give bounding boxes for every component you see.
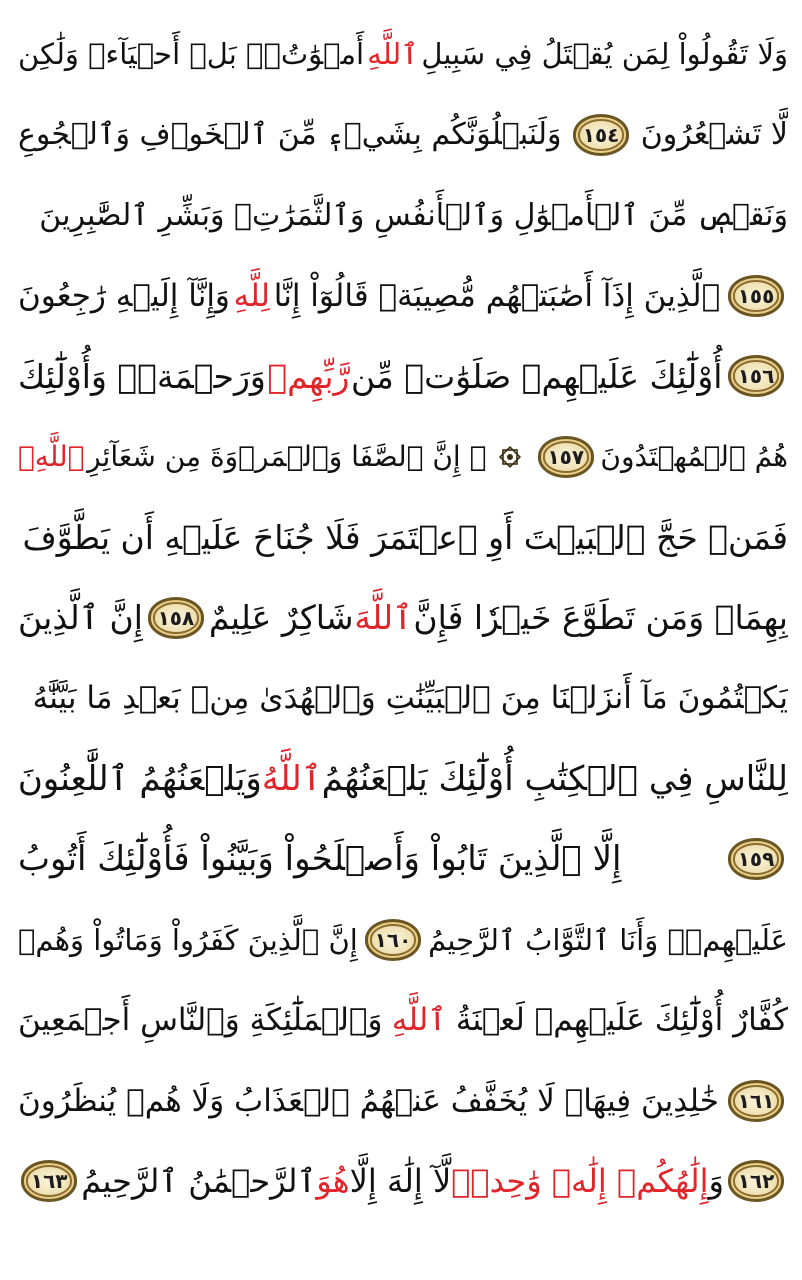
verse-text: يَكۡتُمُونَ مَآ أَنزَلۡنَا مِنَ ٱلۡبَيِّنَٰتِ وَٱلۡهُدَىٰ مِنۢ بَعۡدِ مَا بَيَّنَّٰهُ xyxy=(32,680,788,717)
verse-text: وَإِنَّآ إِلَيۡهِ رَٰجِعُونَ xyxy=(18,277,230,314)
verse-line xyxy=(18,175,788,256)
verse-text: إِلَّا ٱلَّذِينَ تَابُواْ وَأَصۡلَحُواْ وَبَيَّنُواْ فَأُوْلَٰٓئِكَ أَتُوبُ xyxy=(18,839,622,880)
ayah-number-marker: ١٥٩ xyxy=(728,838,784,880)
divine-name-text: ٱللَّهِۖ xyxy=(18,440,85,474)
divine-name-text: لِلَّهِ xyxy=(233,277,270,314)
verse-line xyxy=(18,336,788,417)
ayah-number-marker: ١٥٤ xyxy=(573,114,629,156)
verse-text: شَاكِرٌ عَلِيمٌ xyxy=(208,598,354,638)
verse-line xyxy=(18,819,788,900)
divine-name-text: ٱللَّهُ xyxy=(261,759,322,800)
ayah-number-marker: ١٥٧ xyxy=(538,436,594,478)
verse-text: وَنَقۡصٖ مِّنَ ٱلۡأَمۡوَٰلِ وَٱلۡأَنفُسِ وَٱلثَّمَرَٰتِۗ وَبَشِّرِ ٱلصَّٰبِرِينَ xyxy=(39,197,788,233)
verse-text: وَلَا تَقُولُواْ لِمَن يُقۡتَلُ فِي سَبِيلِ xyxy=(421,37,788,72)
ayah-number-marker: ١٦١ xyxy=(728,1080,784,1122)
verse-text: لَّا تَشۡعُرُونَ xyxy=(640,117,788,153)
ayah-number-marker: ١٦٠ xyxy=(365,919,421,961)
ayah-number-marker: ١٥٨ xyxy=(148,597,204,639)
ayah-number-marker: ١٥٦ xyxy=(728,355,784,397)
verse-line xyxy=(18,1061,788,1142)
verse-text: وَ xyxy=(708,1162,724,1201)
divine-name-text: هُوَ xyxy=(316,1162,350,1201)
verse-text: وَيَلۡعَنُهُمُ ٱللَّٰعِنُونَ xyxy=(18,759,262,800)
verse-text: إِنَّ ٱلَّذِينَ xyxy=(18,598,143,638)
verse-line xyxy=(18,417,788,498)
verse-text: لَّآ إِلَٰهَ إِلَّا xyxy=(349,1162,452,1201)
verse-text: عَلَيۡهِمۡۚ وَأَنَا ٱلتَّوَّابُ ٱلرَّحِيمُ xyxy=(428,922,788,957)
verse-text: ٱلَّذِينَ إِذَآ أَصَٰبَتۡهُم مُّصِيبَةٞ قَالُوٓاْ إِنَّا xyxy=(273,277,721,314)
verse-text: خَٰلِدِينَ فِيهَاۖ لَا يُخَفَّفُ عَنۡهُمُ ٱلۡعَذَابُ وَلَا هُمۡ يُنظَرُونَ xyxy=(18,1082,719,1119)
verse-line xyxy=(18,739,788,820)
verse-line xyxy=(18,256,788,337)
verse-text: ٱلرَّحۡمَٰنُ ٱلرَّحِيمُ xyxy=(81,1162,317,1201)
verse-text: فَمَنۡ حَجَّ ٱلۡبَيۡتَ أَوِ ٱعۡتَمَرَ فَلَا جُنَاحَ عَلَيۡهِ أَن يَطَّوَّفَ xyxy=(22,517,788,557)
verse-line xyxy=(18,95,788,176)
divine-name-text: ٱللَّهِ xyxy=(367,37,419,72)
verse-line xyxy=(18,1141,788,1222)
divine-name-text: ٱللَّهَ xyxy=(354,598,413,638)
verse-text: إِنَّ ٱلَّذِينَ كَفَرُواْ وَمَاتُواْ وَهُمۡ xyxy=(18,922,358,957)
verse-text: ۞ إِنَّ ٱلصَّفَا وَٱلۡمَرۡوَةَ مِن شَعَآئِرِ xyxy=(87,440,487,474)
verse-text: هُمُ ٱلۡمُهۡتَدُونَ xyxy=(600,440,788,474)
verse-text: وَرَحۡمَةٞۖ وَأُوْلَٰٓئِكَ xyxy=(18,356,266,396)
verse-line xyxy=(18,578,788,659)
verse-text: وَلَنَبۡلُوَنَّكُم بِشَيۡءٖ مِّنَ ٱلۡخَوۡفِ وَٱلۡجُوعِ xyxy=(18,117,562,153)
verse-text: بِهِمَاۚ وَمَن تَطَوَّعَ خَيۡرٗا فَإِنَّ xyxy=(413,598,788,638)
verse-line xyxy=(18,658,788,739)
divine-name-text: رَّبِّهِمۡ xyxy=(267,356,350,396)
verse-text: أَمۡوَٰتُۢۚ بَلۡ أَحۡيَآءٞ وَلَٰكِن xyxy=(18,37,365,72)
verse-line xyxy=(18,497,788,578)
verse-line xyxy=(18,14,788,95)
divine-name-text: ٱللَّهِ xyxy=(391,1002,447,1039)
verse-text: لِلنَّاسِ فِي ٱلۡكِتَٰبِ أُوْلَٰٓئِكَ يَلۡعَنُهُمُ xyxy=(321,758,788,799)
verse-line xyxy=(18,980,788,1061)
verse-lines xyxy=(18,14,788,1222)
verse-text: وَٱلۡمَلَٰٓئِكَةِ وَٱلنَّاسِ أَجۡمَعِينَ xyxy=(18,1002,383,1039)
verse-text: أُوْلَٰٓئِكَ عَلَيۡهِمۡ صَلَوَٰتٞ مِّن xyxy=(351,356,723,396)
ayah-number-marker: ١٦٢ xyxy=(728,1160,784,1202)
divine-name-text: إِلَٰهُكُمۡ إِلَٰهٞ وَٰحِدٞۖ xyxy=(451,1162,709,1201)
verse-text: كُفَّارٌ أُوْلَٰٓئِكَ عَلَيۡهِمۡ لَعۡنَةُ xyxy=(455,1002,788,1039)
verse-line xyxy=(18,900,788,981)
rub-el-hizb-star-icon xyxy=(495,442,525,472)
ayah-number-marker: ١٥٥ xyxy=(728,275,784,317)
ayah-number-marker: ١٦٣ xyxy=(21,1160,77,1202)
